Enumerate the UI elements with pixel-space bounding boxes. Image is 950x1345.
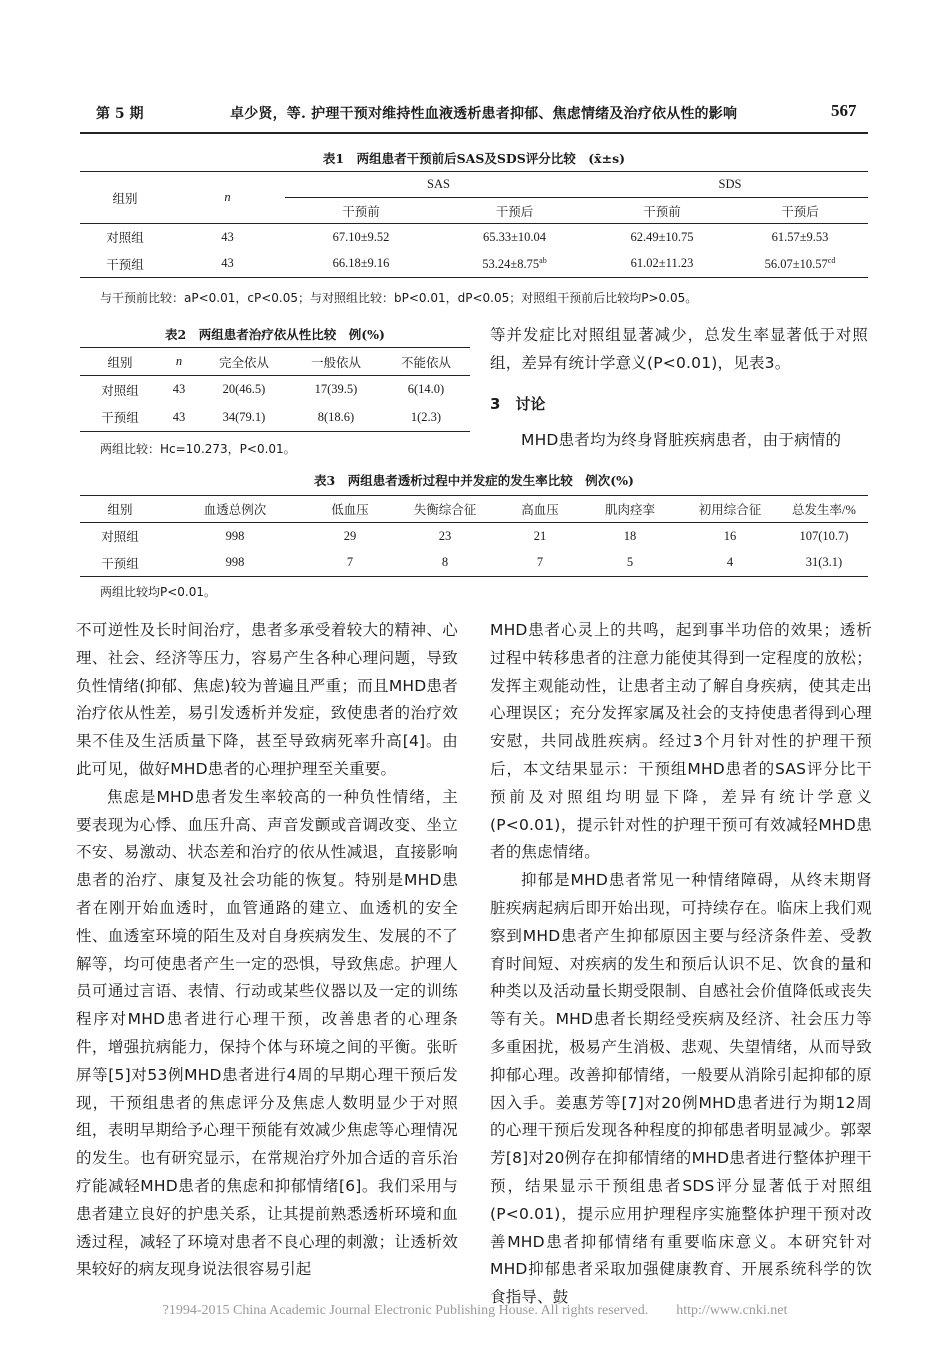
- section-heading-discussion: 3 讨论: [490, 395, 546, 413]
- discussion-paragraph-start: MHD患者均为终身肾脏疾病患者，由于病情的: [521, 431, 842, 449]
- table3-caption: 表3 两组患者透析过程中并发症的发生率比较 例次(%): [314, 473, 634, 488]
- table1-head-sas: SAS: [285, 172, 592, 198]
- table2-cell: 8(18.6): [317, 409, 355, 424]
- table-row: [80, 376, 470, 404]
- table2-head: 一般依从: [310, 355, 361, 370]
- table1-cell: [732, 224, 868, 251]
- table1-cell: [437, 224, 592, 251]
- table3-cell: 4: [726, 555, 734, 570]
- table1-sup: ab: [539, 255, 547, 265]
- table3-cell: 7: [536, 555, 544, 570]
- table3-head: 失衡综合征: [413, 503, 477, 517]
- table3-head: 低血压: [331, 503, 369, 517]
- table3-head: 初用综合征: [698, 503, 762, 517]
- table1-head-sas-pre: 干预前: [342, 204, 380, 219]
- table1-value: 56.07±10.57: [764, 256, 828, 271]
- table2-cell: 干预组: [101, 411, 139, 426]
- table3-cell: 7: [346, 555, 354, 570]
- body-paragraph: 抑郁是MHD患者常见一种情绪障碍，从终末期肾脏疾病起病后即开始出现，可持续存在。临床上我们观察到MHD患者产生抑郁原因主要与经济条件差、受教育时间短、对疾病的发生和预后认识不足、饮食的量和种类以及活动量长期受限制、自感社会价值降低或丧失等有关。MHD患者长期经受疾病及经济、社会压力等多重困扰，极易产生消极、悲观、失望情绪，从而导致抑郁心理。改善抑郁情绪，一般要从消除引起抑郁的原因入手。姜惠芳等[7]对20例MHD患者进行为期12周的心理干预后发现各种程度的抑郁患者明显减少。郭翠芳[8]对20例存在抑郁情绪的MHD患者进行整体护理干预，结果显示干预组患者SDS评分显著低于对照组(P<0.01)，提示应用护理程序实施整体护理干预对改善MHD患者抑郁情绪有重要临床意义。本研究针对MHD抑郁患者采取加强健康教育、开展系统科学的饮食指导、鼓: [490, 871, 872, 1307]
- table2-cell: 20(46.5): [222, 382, 266, 397]
- right-column: [490, 617, 872, 1312]
- table-row: [80, 224, 868, 251]
- table3: [80, 495, 868, 577]
- table3-cell: 16: [723, 528, 737, 543]
- table1-note: 与干预前比较：aP<0.01，cP<0.05；与对照组比较：bP<0.01，dP<0.05；对照组干预前后比较均P>0.05。: [100, 291, 698, 305]
- left-column: [76, 617, 458, 1284]
- table3-head: 高血压: [521, 503, 559, 517]
- table3-head: 总发生率/%: [792, 503, 856, 517]
- table2-cell: 34(79.1): [222, 409, 266, 424]
- table3-cell: 5: [626, 555, 634, 570]
- table1-cell: 67.10±9.52: [332, 229, 390, 244]
- table-row: [80, 550, 868, 577]
- table2-head: 完全依从: [218, 355, 269, 370]
- body-paragraph: 焦虑是MHD患者发生率较高的一种负性情绪，主要表现为心悸、血压升高、声音发颤或音调改变、坐立不安、易激动、状态差和治疗的依从性减退，直接影响患者的治疗、康复及社会功能的恢复。特别是MHD患者在刚开始血透时，血管通路的建立、血透机的安全性、血透室环境的陌生及对自身疾病发生、发展的不了解等，均可使患者产生一定的恐惧，导致焦虑。护理人员可通过言语、表情、行动或某些仪器以及一定的训练程序对MHD患者进行心理干预，改善患者的心理条件，增强抗病能力，保持个体与环境之间的平衡。张昕屏等[5]对53例MHD患者进行4周的早期心理干预后发现，干预组患者的焦虑评分及焦虑人数明显少于对照组，表明早期给予心理干预能有效减少焦虑等心理情况的发生。也有研究显示，在常规治疗外加合适的音乐治疗能减轻MHD患者的焦虑和抑郁情绪[6]。我们采用与患者建立良好的护患关系，让其提前熟悉透析环境和血透过程，减轻了环境对患者不良心理的刺激；让透析效果较好的病友现身说法很容易引起: [76, 787, 458, 1279]
- table3-cell: 998: [225, 528, 245, 543]
- table2-cell: 对照组: [101, 383, 139, 398]
- table1-value: 65.33±10.04: [482, 230, 547, 245]
- table1-cell: [732, 251, 868, 278]
- table2: [80, 347, 470, 432]
- table1-cell: 43: [221, 229, 234, 244]
- table1-cell: 对照组: [106, 231, 144, 246]
- table3-head: 组别: [107, 503, 133, 517]
- table1-head-sds: SDS: [592, 172, 868, 198]
- header-rule: [80, 132, 868, 134]
- table3-cell: 对照组: [101, 530, 139, 545]
- table-row: [80, 404, 470, 432]
- table1-value: 53.24±8.75: [482, 256, 540, 271]
- table2-head: n: [175, 354, 183, 368]
- table2-cell: 43: [172, 382, 186, 397]
- body-paragraph: MHD患者心灵上的共鸣，起到事半功倍的效果；透析过程中转移患者的注意力能使其得到一定程度的放松；发挥主观能动性，让患者主动了解自身疾病，使其走出心理误区；充分发挥家属及社会的支持使患者得到心理安慰，共同战胜疾病。经过3个月针对性的护理干预后，本文结果显示：干预组MHD患者的SAS评分比干预前及对照组均明显下降，差异有统计学意义(P<0.01)，提示针对性的护理干预可有效减轻MHD患者的焦虑情绪。: [490, 621, 872, 862]
- table1-cell: 62.49±10.75: [630, 229, 694, 244]
- table3-cell: 29: [343, 528, 357, 543]
- table3-cell: 21: [533, 528, 547, 543]
- paragraph-end: 等并发症比对照组显著减少，总发生率显著低于对照组，差异有统计学意义(P<0.01)，见表3。: [490, 326, 868, 372]
- copyright-footer: ?1994-2015 China Academic Journal Electronic Publishing House. All rights reserved. http://www.cnki.net: [162, 1303, 788, 1318]
- table1-head-sds-pre: 干预前: [643, 204, 681, 219]
- table1-head-group: 组别: [112, 191, 138, 206]
- issue-number: 第 5 期: [96, 106, 144, 122]
- table-row: [80, 523, 868, 550]
- table3-cell: 31(3.1): [805, 555, 843, 570]
- table2-head: 组别: [107, 355, 133, 370]
- table3-head: 血透总例次: [203, 503, 267, 517]
- table1-head-sds-post: 干预后: [781, 204, 819, 219]
- table3-head: 肌肉痉挛: [604, 503, 655, 517]
- table1-caption: 表1 两组患者干预前后SAS及SDS评分比较 (x̄±s): [322, 151, 626, 166]
- table2-cell: 43: [172, 409, 186, 424]
- table3-cell: 23: [438, 528, 452, 543]
- table3-cell: 干预组: [101, 556, 139, 571]
- table2-note: 两组比较：Hc=10.273，P<0.01。: [100, 442, 296, 456]
- table1-cell: 66.18±9.16: [332, 256, 390, 271]
- table2-cell: 17(39.5): [314, 382, 358, 397]
- table1-value: 61.57±9.53: [771, 230, 829, 245]
- table1-head-sas-post: 干预后: [495, 204, 534, 219]
- table2-caption: 表2 两组患者治疗依从性比较 例(%): [165, 327, 385, 342]
- table1-head-n: n: [224, 190, 231, 204]
- table1-sup: cd: [827, 255, 836, 265]
- table1-cell: 43: [221, 256, 234, 271]
- table3-cell: 998: [225, 555, 245, 570]
- table2-cell: 1(2.3): [410, 409, 442, 424]
- table1-cell: [437, 251, 592, 278]
- page-number: 567: [831, 101, 857, 120]
- table3-cell: 8: [441, 555, 449, 570]
- table3-cell: 18: [623, 528, 637, 543]
- table2-head: 不能依从: [400, 355, 451, 370]
- table1-cell: 61.02±11.23: [630, 256, 694, 271]
- table2-cell: 6(14.0): [407, 382, 445, 397]
- table-row: [80, 251, 868, 278]
- table3-cell: 107(10.7): [799, 528, 849, 543]
- table1-cell: 干预组: [106, 257, 144, 272]
- table1: [80, 171, 868, 278]
- body-paragraph: 不可逆性及长时间治疗，患者多承受着较大的精神、心理、社会、经济等压力，容易产生各种心理问题，导致负性情绪(抑郁、焦虑)较为普遍且严重；而且MHD患者治疗依从性差，易引发透析并发症，致使患者的治疗效果不佳及生活质量下降，甚至导致病死率升高[4]。由此可见，做好MHD患者的心理护理至关重要。: [76, 621, 458, 778]
- running-title: 卓少贤，等. 护理干预对维持性血液透析患者抑郁、焦虑情绪及治疗依从性的影响: [230, 106, 738, 122]
- table3-note: 两组比较均P<0.01。: [100, 585, 217, 599]
